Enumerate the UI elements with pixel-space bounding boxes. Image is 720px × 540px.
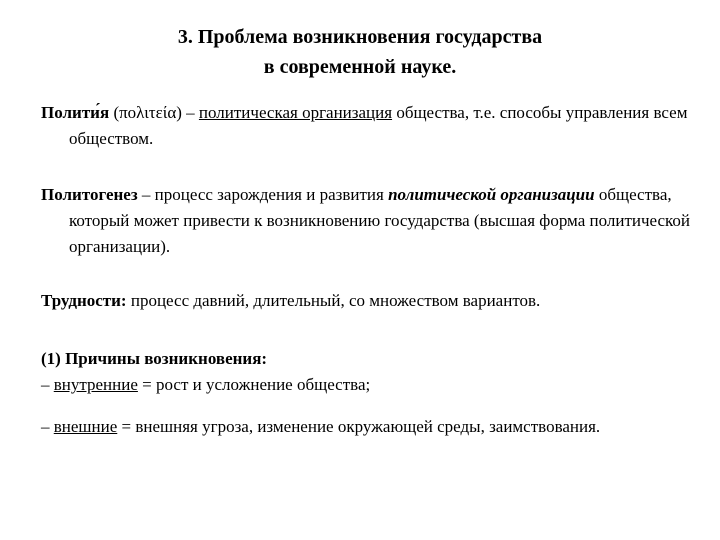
slide-title [120, 22, 600, 82]
difficulties-text: процесс давний, длительный, со множеством вариантов. [126, 291, 541, 310]
causes-external [41, 414, 709, 440]
slide-title-line-1: 3. Проблема возникновения государства [177, 26, 543, 48]
polity-definition-rest: общества, т.е. способы управления всем обществом. [69, 103, 688, 148]
politogenesis-term: Политогенез [41, 185, 138, 204]
polity-underlined-definition: политическая организация [198, 103, 393, 122]
causes-internal [41, 372, 709, 398]
polity-term: Полити́я [41, 103, 110, 122]
polity-definition [41, 100, 709, 152]
slide-title-line-2: в современной науке. [263, 56, 457, 78]
difficulties-term: Трудности: [41, 291, 127, 310]
internal-dash: – [41, 375, 54, 394]
external-text: = внешняя угроза, изменение окружающей среды, заимствования. [117, 417, 601, 436]
politogenesis-definition [41, 182, 709, 260]
difficulties [41, 288, 709, 314]
politogenesis-text-2: общества, который может привести к возникновению государства (высшая форма политической организации). [69, 185, 691, 256]
external-term: внешние [53, 417, 118, 436]
causes-heading: (1) Причины возникновения: [41, 349, 268, 368]
politogenesis-emphasis: политической организации [388, 185, 595, 204]
external-dash: – [41, 417, 54, 436]
internal-text: = рост и усложнение общества; [137, 375, 371, 394]
internal-term: внутренние [53, 375, 138, 394]
politogenesis-text-1: – процесс зарождения и развития [137, 185, 389, 204]
polity-greek: (πολιτεία) – [109, 103, 199, 122]
